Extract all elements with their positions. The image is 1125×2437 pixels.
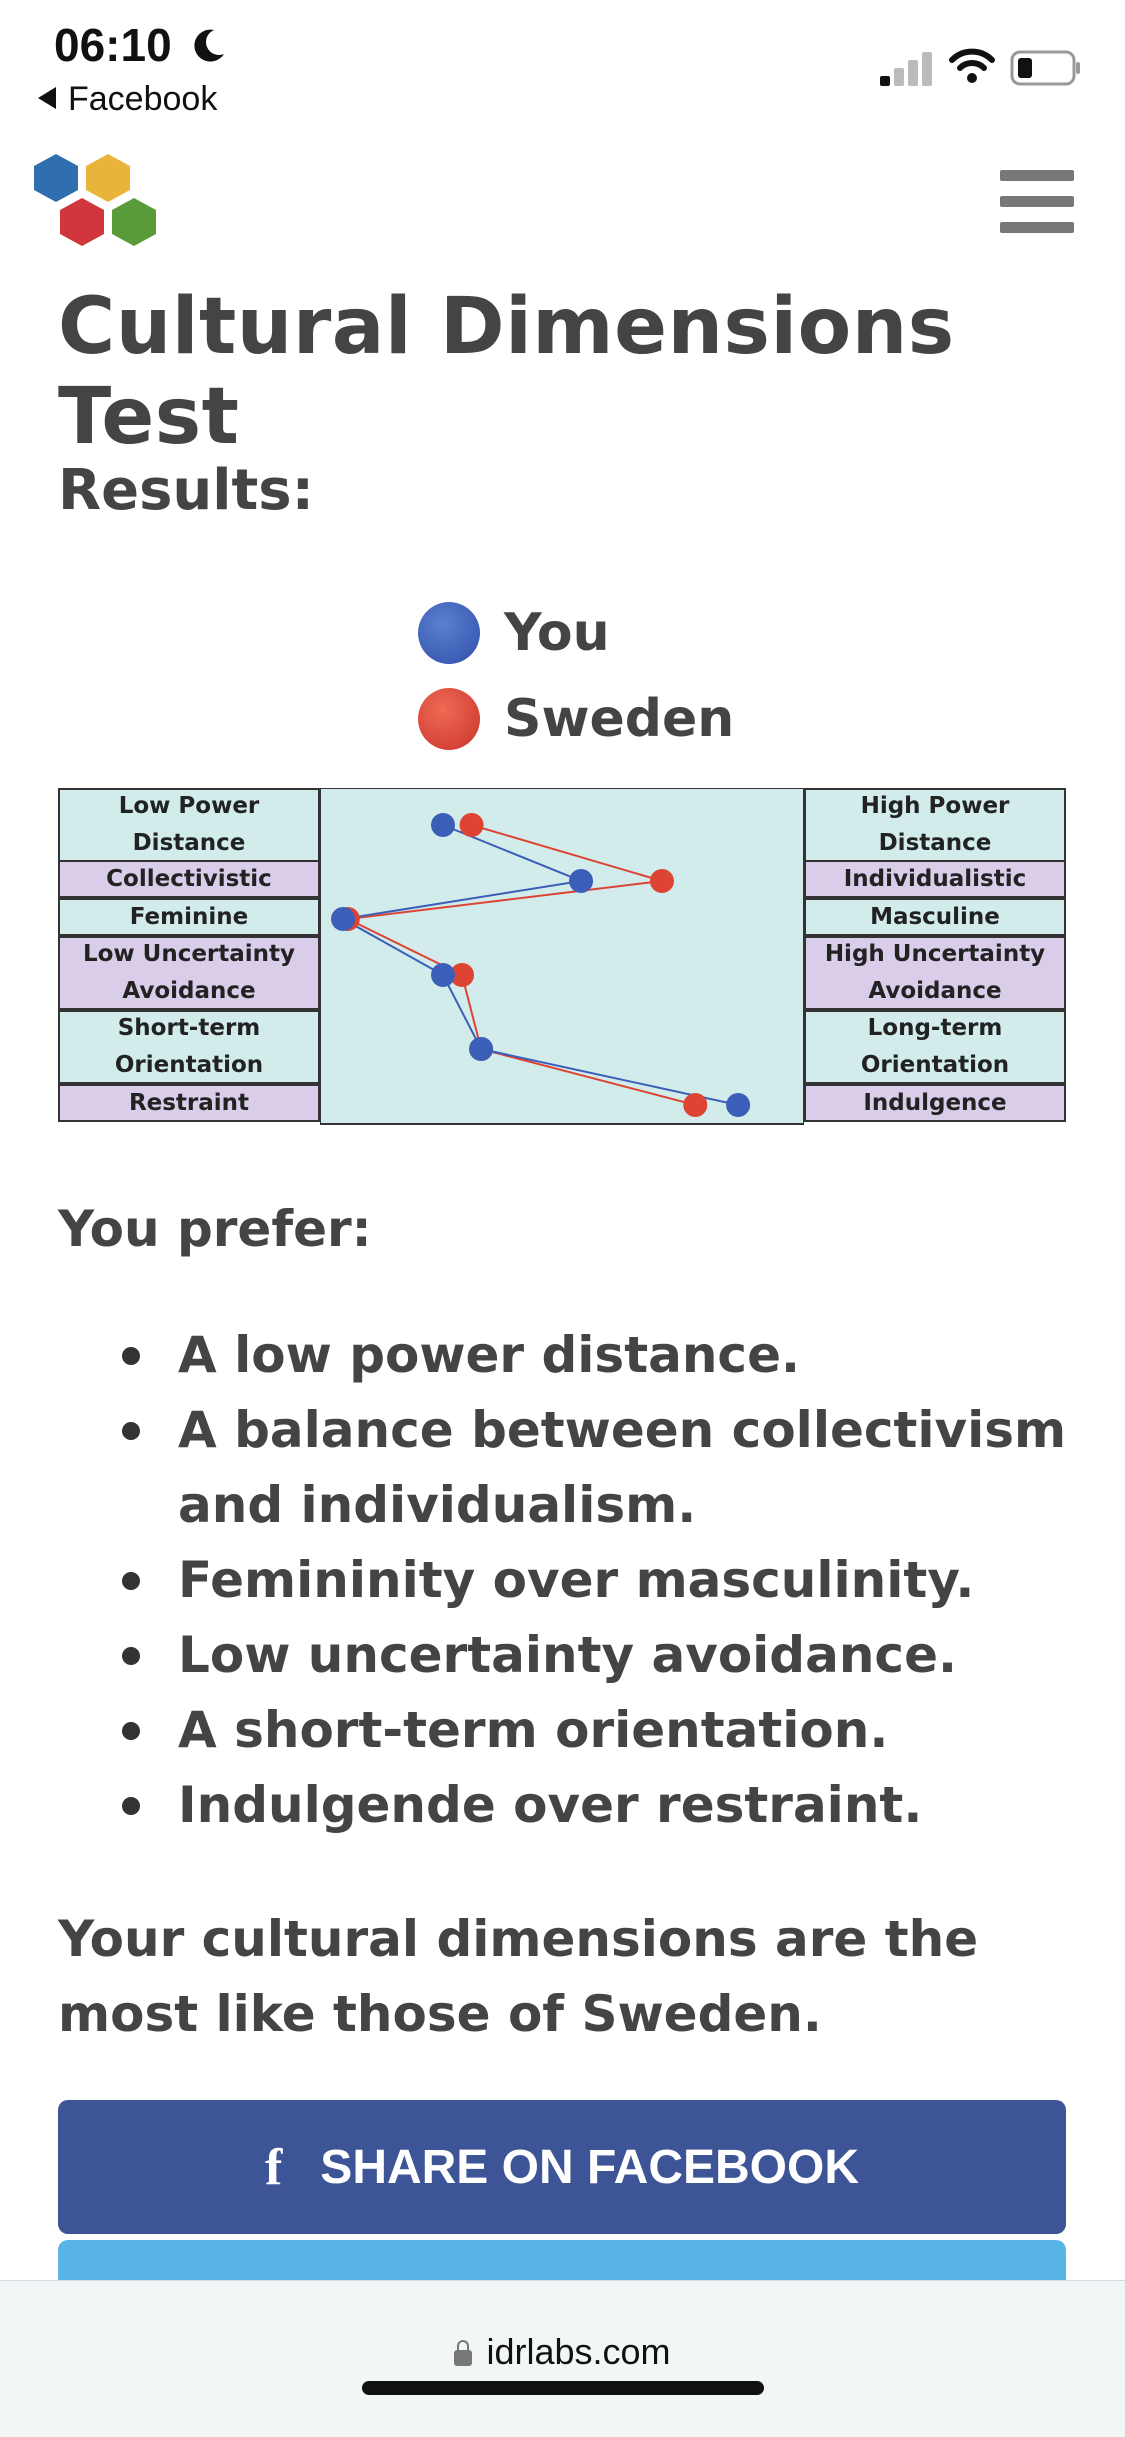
preferences-heading: You prefer: (58, 1200, 372, 1258)
dimension-label-high: High Power Distance (804, 788, 1066, 862)
cellular-signal-icon (880, 48, 936, 88)
plot-background (320, 788, 804, 1124)
legend-label-you: You (504, 603, 610, 663)
back-app-label: Facebook (68, 80, 218, 118)
summary-text: Your cultural dimensions are the most like those of Sweden. (58, 1910, 979, 2043)
dimension-label-low: Collectivistic (58, 860, 320, 898)
battery-icon (1010, 50, 1082, 86)
data-point-you (431, 813, 455, 837)
legend-label-sweden: Sweden (504, 689, 735, 749)
home-indicator[interactable] (362, 2381, 764, 2395)
moon-icon (188, 26, 228, 66)
legend-item-you (418, 590, 734, 676)
data-point-you (431, 963, 455, 987)
legend-dot-sweden (418, 688, 480, 750)
dimension-label-low: Short-term Orientation (58, 1010, 320, 1084)
dimension-label-high: Long-term Orientation (804, 1010, 1066, 1084)
results-heading: Results: (58, 458, 314, 523)
preference-item: A short-term orientation. (58, 1693, 1078, 1768)
chart-legend (418, 590, 734, 762)
wifi-icon (948, 46, 996, 86)
lock-icon (454, 2350, 472, 2366)
dimension-label-low: Low Power Distance (58, 788, 320, 862)
url-text: idrlabs.com (486, 2331, 671, 2372)
hamburger-menu-icon[interactable] (1000, 170, 1074, 234)
preference-item: Indulgende over restraint. (58, 1768, 1078, 1843)
share-on-facebook-button[interactable] (58, 2100, 1066, 2234)
dimension-label-low: Low Uncertainty Avoidance (58, 936, 320, 1010)
dimension-plot (320, 788, 804, 1132)
preferences-list (58, 1318, 1078, 1843)
legend-item-sweden (418, 676, 734, 762)
idrlabs-logo[interactable] (26, 150, 166, 260)
data-point-sweden (460, 813, 484, 837)
cultural-dimensions-chart (58, 788, 1068, 1132)
data-point-you (331, 907, 355, 931)
share-facebook-label: SHARE ON FACEBOOK (320, 2140, 860, 2194)
dimension-label-low: Restraint (58, 1084, 320, 1122)
data-point-sweden (683, 1093, 707, 1117)
status-bar (0, 0, 1125, 130)
facebook-icon: f (264, 2138, 283, 2196)
preference-item: Low uncertainty avoidance. (58, 1618, 1078, 1693)
data-point-you (569, 869, 593, 893)
preference-item: Femininity over masculinity. (58, 1543, 1078, 1618)
dimension-label-high: Individualistic (804, 860, 1066, 898)
back-arrow-icon (38, 87, 56, 109)
page-title: Cultural Dimensions Test (58, 282, 955, 462)
data-point-you (726, 1093, 750, 1117)
dimension-label-high: Masculine (804, 898, 1066, 936)
preference-item: A balance between collectivism and individualism. (58, 1393, 1078, 1543)
url-display[interactable] (0, 2331, 1125, 2373)
browser-url-bar[interactable] (0, 2280, 1125, 2437)
status-time: 06:10 (54, 19, 172, 71)
data-point-you (469, 1037, 493, 1061)
legend-dot-you (418, 602, 480, 664)
preference-item: A low power distance. (58, 1318, 1078, 1393)
dimension-label-low: Feminine (58, 898, 320, 936)
data-point-sweden (650, 869, 674, 893)
dimension-label-high: Indulgence (804, 1084, 1066, 1122)
back-to-facebook-link[interactable] (38, 80, 217, 119)
dimension-label-high: High Uncertainty Avoidance (804, 936, 1066, 1010)
